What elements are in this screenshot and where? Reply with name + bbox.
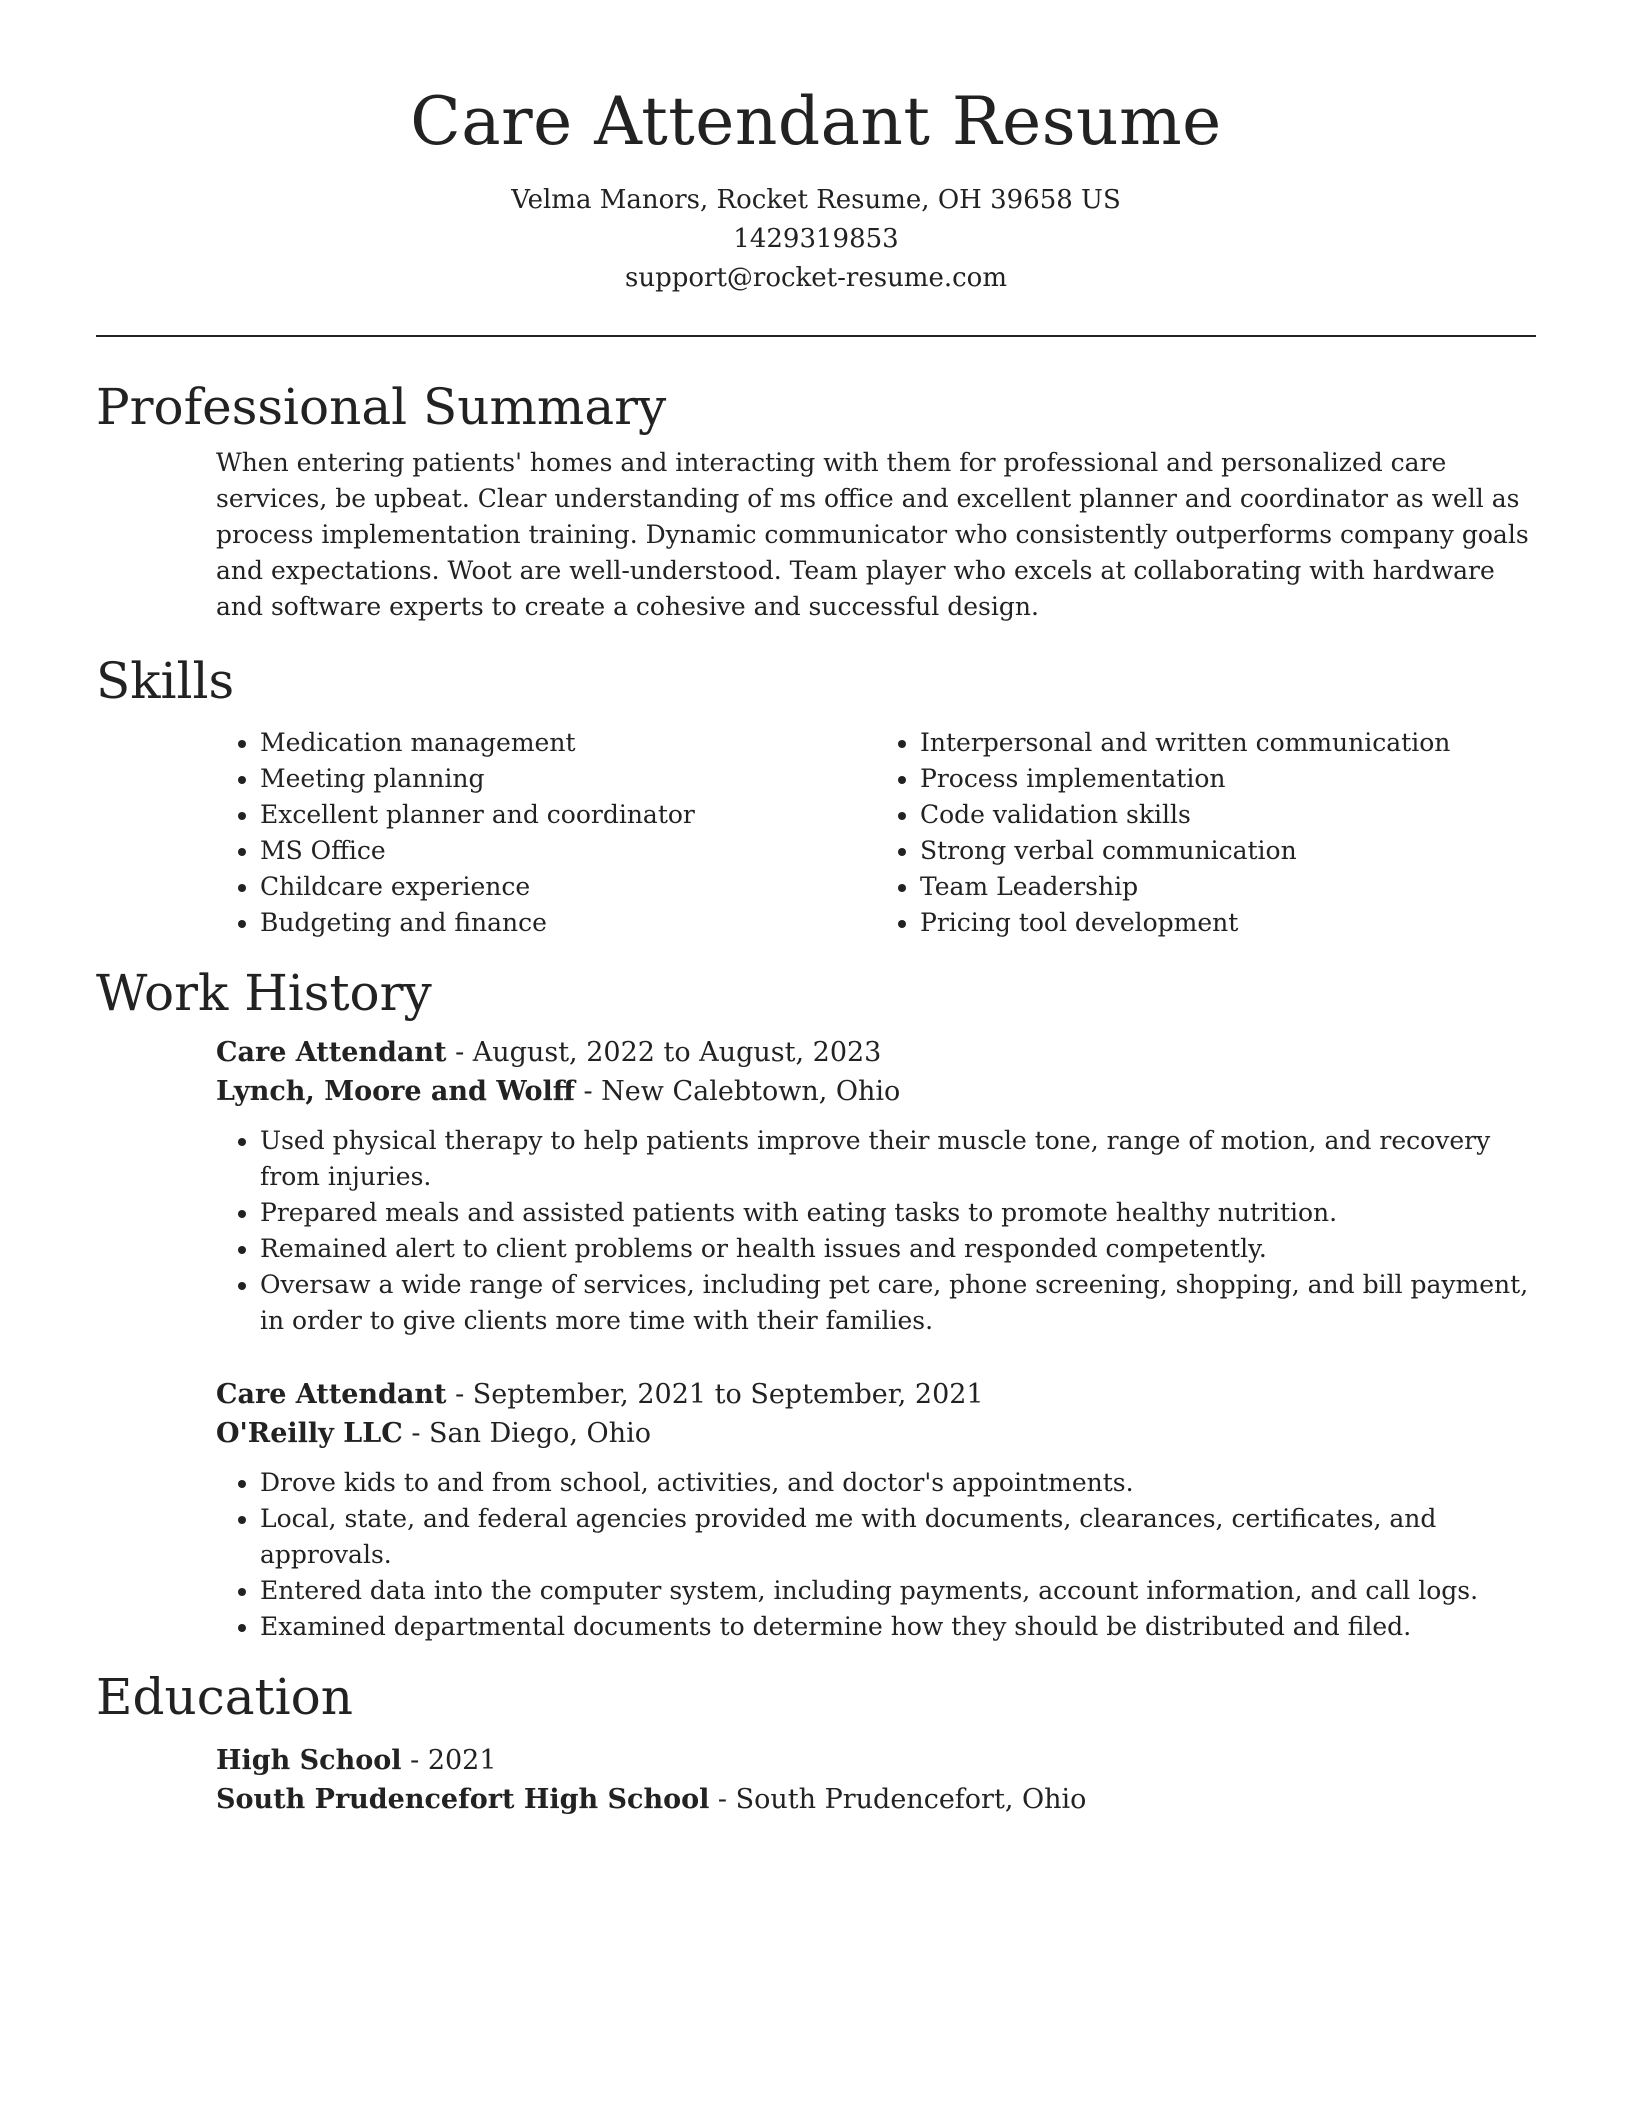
job-bullet: • Local, state, and federal agencies provided me with documents, clearances, certificates, and approvals.: [260, 1501, 1536, 1573]
summary-section: [96, 377, 1536, 625]
resume-header: [96, 0, 1536, 298]
contact-email: support@rocket-resume.com: [624, 262, 1007, 293]
contact-address: Velma Manors, Rocket Resume, OH 39658 US: [511, 184, 1121, 215]
work-history-section: [96, 963, 1536, 1645]
contact-block: [96, 181, 1536, 298]
skill-item: • Medication management: [260, 725, 876, 761]
education-school: South Prudencefort High School: [216, 1783, 710, 1815]
job-title-line: [216, 1375, 1536, 1414]
job-location: - San Diego, Ohio: [402, 1417, 651, 1449]
job-bullets: [216, 1465, 1536, 1645]
skill-item: • Process implementation: [920, 761, 1536, 797]
job-dates: - September, 2021 to September, 2021: [446, 1378, 984, 1410]
skill-item: • Team Leadership: [920, 869, 1536, 905]
education-entry: [96, 1741, 1536, 1819]
job-company-line: [216, 1072, 1536, 1111]
job-bullet: • Examined departmental documents to determine how they should be distributed and filed.: [260, 1609, 1536, 1645]
skills-left-list: [216, 725, 876, 941]
job-company-line: [216, 1414, 1536, 1453]
skill-item: • Pricing tool development: [920, 905, 1536, 941]
job-role: Care Attendant: [216, 1378, 447, 1410]
skill-item: • Meeting planning: [260, 761, 876, 797]
job-entry: [96, 1375, 1536, 1645]
job-bullet: • Prepared meals and assisted patients with eating tasks to promote healthy nutrition.: [260, 1195, 1536, 1231]
skills-columns: [216, 725, 1536, 941]
skill-item: • Interpersonal and written communication: [920, 725, 1536, 761]
skill-item: • MS Office: [260, 833, 876, 869]
job-bullet: • Drove kids to and from school, activities, and doctor's appointments.: [260, 1465, 1536, 1501]
job-title-line: [216, 1033, 1536, 1072]
job-bullets: [216, 1123, 1536, 1339]
education-degree-line: [216, 1741, 1536, 1780]
skill-item: • Strong verbal communication: [920, 833, 1536, 869]
job-role: Care Attendant: [216, 1036, 447, 1068]
skills-section: [96, 651, 1536, 941]
skill-item: • Excellent planner and coordinator: [260, 797, 876, 833]
skill-item: • Childcare experience: [260, 869, 876, 905]
skill-item: • Budgeting and finance: [260, 905, 876, 941]
resume-title: Care Attendant Resume: [410, 83, 1222, 160]
skill-item: • Code validation skills: [920, 797, 1536, 833]
education-year: - 2021: [401, 1744, 497, 1776]
education-section: [96, 1667, 1536, 1819]
skills-heading: Skills: [96, 651, 235, 710]
job-company: O'Reilly LLC: [216, 1417, 403, 1449]
education-school-line: [216, 1780, 1536, 1819]
education-degree: High School: [216, 1744, 402, 1776]
summary-heading: Professional Summary: [96, 377, 667, 436]
job-bullet: • Used physical therapy to help patients improve their muscle tone, range of motion, and recovery from injuries.: [260, 1123, 1536, 1195]
education-location: - South Prudencefort, Ohio: [709, 1783, 1087, 1815]
header-divider: [96, 335, 1536, 337]
work-history-heading: Work History: [96, 963, 432, 1022]
skills-right-list: [876, 725, 1536, 941]
job-bullet: • Entered data into the computer system, including payments, account information, and call logs.: [260, 1573, 1536, 1609]
job-bullet: • Remained alert to client problems or health issues and responded competently.: [260, 1231, 1536, 1267]
job-entry: [96, 1033, 1536, 1339]
summary-text: When entering patients' homes and interacting with them for professional and personalized care services, be upbeat. Clear understanding of ms office and excellent planner and coordinator as well as process implementation training. Dynamic communicator who consistently outperforms company goals and expectations. Woot are well-understood. Team player who excels at collaborating with hardware and software experts to create a cohesive and successful design.: [216, 447, 1529, 621]
job-dates: - August, 2022 to August, 2023: [446, 1036, 882, 1068]
education-heading: Education: [96, 1667, 353, 1726]
job-bullet: • Oversaw a wide range of services, including pet care, phone screening, shopping, and bill payment, in order to give clients more time with their families.: [260, 1267, 1536, 1339]
job-location: - New Calebtown, Ohio: [574, 1075, 901, 1107]
contact-phone: 1429319853: [733, 223, 899, 254]
job-company: Lynch, Moore and Wolff: [216, 1075, 575, 1107]
